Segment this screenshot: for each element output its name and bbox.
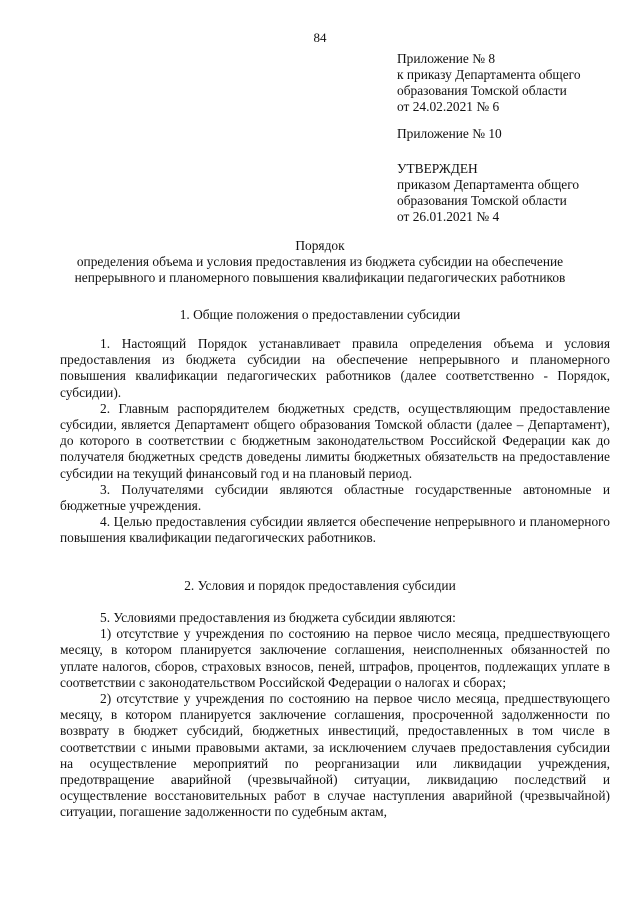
paragraph: 1. Настоящий Порядок устанавливает правила определения объема и условия предоставления из бюджета субсидии на обеспечение непрерывного и планомерного повышения квалификации педагогических работников (далее соответственно - Порядок, субсидии).: [60, 336, 610, 400]
page-number: 84: [313, 30, 327, 45]
section-2-heading: 2. Условия и порядок предоставления субсидии: [184, 578, 456, 593]
paragraph: 2. Главным распорядителем бюджетных средств, осуществляющим предоставление субсидии, является Департамент общего образования Томской области (далее – Департамент), до которого в соответствии с бюджетным законодательством Российской Федерации как до получателя бюджетных средств доведены лимиты бюджетных обязательств на предоставление субсидии на текущий финансовый год и на плановый период.: [60, 400, 610, 481]
attachment-8-line: Приложение № 8: [397, 51, 496, 66]
attachment-8-line: к приказу Департамента общего: [397, 67, 581, 82]
approved-line: УТВЕРЖДЕН: [397, 161, 478, 176]
attachment-8-line: образования Томской области: [397, 83, 567, 98]
attachment-10-block: [397, 126, 502, 142]
attachment-8-line: от 24.02.2021 № 6: [397, 99, 500, 114]
approved-line: приказом Департамента общего: [397, 177, 580, 192]
approved-line: от 26.01.2021 № 4: [397, 209, 500, 224]
title-line: непрерывного и планомерного повышения квалификации педагогических работников: [74, 270, 566, 285]
approved-block: [397, 161, 579, 225]
title-line: Порядок: [295, 238, 345, 253]
section-2-body: [60, 610, 610, 821]
paragraph: 5. Условиями предоставления из бюджета субсидии являются:: [100, 610, 456, 625]
attachment-10-line: Приложение № 10: [397, 126, 502, 141]
approved-line: образования Томской области: [397, 193, 567, 208]
paragraph: 3. Получателями субсидии являются областные государственные автономные и бюджетные учреждения.: [60, 481, 610, 514]
paragraph: 1) отсутствие у учреждения по состоянию на первое число месяца, предшествующего месяцу, в котором планируется заключение соглашения, неисполненных обязанностей по уплате налогов, сборов, страховых взносов, пеней, штрафов, процентов, подлежащих уплате в соответствии с законодательством Российской Федерации о налогах и сборах;: [60, 626, 610, 690]
document-title: [0, 238, 640, 286]
attachment-8-block: [397, 51, 581, 115]
paragraph: 2) отсутствие у учреждения по состоянию на первое число месяца, предшествующего месяцу, в котором планируется заключение соглашения, просроченной задолженности по возврату в бюджет субсидий, бюджетных инвестиций, предоставленных в том числе в соответствии с иными правовыми актами, за исключением случаев предоставления субсидии на осуществление мероприятий по реорганизации или ликвидации учреждения, предотвращение аварийной (чрезвычайной) ситуации, ликвидацию последствий и осуществление восстановительных работ в случае наступления аварийной (чрезвычайной) ситуации, погашение задолженности по судебным актам,: [60, 691, 610, 820]
paragraph: 4. Целью предоставления субсидии является обеспечение непрерывного и планомерного повышения квалификации педагогических работников.: [60, 514, 610, 546]
section-1-heading: 1. Общие положения о предоставлении субсидии: [179, 307, 461, 322]
title-line: определения объема и условия предоставления из бюджета субсидии на обеспечение: [76, 254, 564, 269]
section-1-body: [60, 336, 610, 547]
